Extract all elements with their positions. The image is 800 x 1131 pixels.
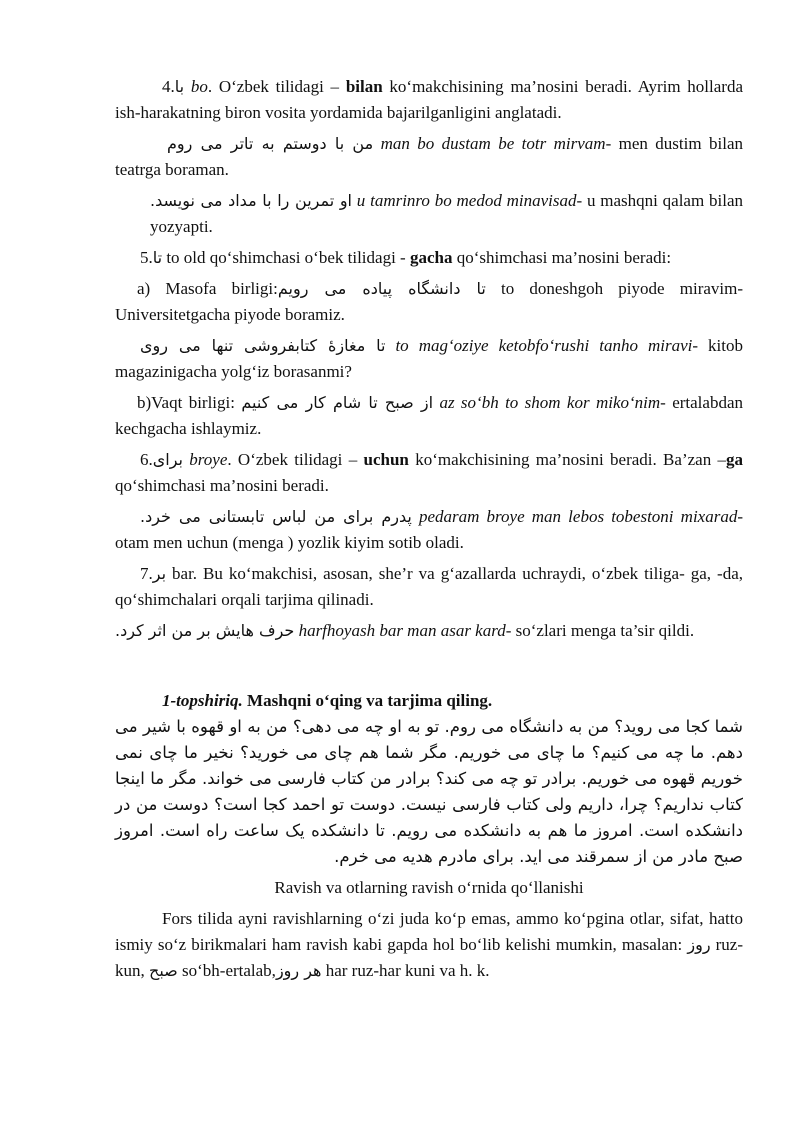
paragraph-5b: [115, 390, 743, 442]
persian-word: صبح: [149, 961, 178, 980]
persian-word: بر: [152, 564, 167, 583]
item-number: 6.: [140, 450, 153, 469]
persian-sentence: من با دوستم به تاتر می روم: [167, 134, 374, 153]
persian-word: برای: [152, 450, 183, 469]
bold-term: uchun: [363, 450, 409, 469]
sub-label: b)Vaqt birligi:: [137, 393, 242, 412]
persian-sentence: تا مغازهٔ کتابفروشی تنها می روی: [140, 336, 386, 355]
persian-sentence: پدرم برای من لباس تابستانی می خرد.: [140, 507, 412, 526]
transliteration: man bo dustam be totr mirvam: [380, 134, 606, 153]
transliteration: pedaram broye man lebos tobestoni mixarad: [418, 507, 738, 526]
example-4a: [115, 131, 743, 183]
transliteration: bo: [190, 77, 208, 96]
text: so‘bh-ertalab,: [177, 961, 276, 980]
paragraph-ravish: [115, 906, 743, 984]
paragraph-5a-example: [115, 333, 743, 385]
paragraph-4: [115, 74, 743, 126]
transliteration: harfhoyash bar man asar kard: [298, 621, 506, 640]
translation: - u mashqni qalam bilan yozyapti.: [150, 191, 743, 236]
text: ruz-kun,: [115, 935, 744, 980]
text: qo‘shimchasi ma’nosini beradi.: [115, 476, 329, 495]
bold-term: gacha: [409, 248, 453, 267]
task-instruction: Mashqni o‘qing va tarjima qiling.: [242, 691, 493, 710]
transliteration: u tamrinro bo medod minavisad: [356, 191, 577, 210]
text: . O‘zbek tilidagi –: [227, 450, 364, 469]
bold-term: ga: [726, 450, 743, 469]
text: qo‘shimchasi ma’nosini beradi:: [452, 248, 672, 267]
paragraph-6: [115, 447, 743, 499]
translation: ertalabdan kechgacha ishlaymiz.: [115, 393, 743, 438]
task-label: 1-topshiriq.: [162, 691, 243, 710]
persian-sentence: او تمرین را با مداد می نویسد.: [150, 191, 352, 210]
translation: kitob magazinigacha yolg‘iz borasanmi?: [115, 336, 743, 381]
persian-sentence: از صبح تا شام کار می کنیم: [241, 393, 434, 412]
transliteration: broye: [189, 450, 228, 469]
translation: - otam men uchun (menga ) yozlik kiyim sotib oladi.: [115, 507, 743, 552]
text: . O‘zbek tilidagi –: [207, 77, 346, 96]
text: Fors tilida ayni ravishlarning o‘zi juda ko‘p emas, ammo ko‘pgina otlar, sifat, hatto ismiy so‘z birikmalari ham ravish kabi gapda hol bo‘lib kelishi mumkin, masalan:: [115, 909, 743, 954]
translation: - so‘zlari menga ta’sir qildi.: [505, 621, 695, 640]
paragraph-7: [115, 561, 743, 613]
persian-exercise-text: شما کجا می روید؟ من به دانشگاه می روم. تو به او چه می دهی؟ من به او قهوه با شیر می دهم. ما چه می کنیم؟ ما چای می خوریم. مگر شما هم چای می خورید؟ نخیر ما چای نمی خوریم قهوه می خوریم. برادر تو چه می کند؟ برادر من کتاب فارسی می خواند. مگر ما اینجا کتاب نداریم؟ چرا، داریم ولی کتاب فارسی نیست. دوست تو احمد کجا است؟ دوست من در دانشکده است. امروز ما هم به دانشکده می رویم. تا دانشکده یک ساعت راه است. امروز صبح مادر من از سمرقند می اید. برای مادرم هدیه می خرم.: [115, 717, 743, 866]
persian-word: هر روز: [275, 961, 322, 980]
text: to old qo‘shimchasi o‘bek tilidagi -: [162, 248, 410, 267]
persian-word: با: [174, 77, 185, 96]
text: bar. Bu ko‘makchisi, asosan, she’r va g‘azallarda uchraydi, o‘zbek tiliga- ga, -da, qo‘shimchalari orqali tarjima qilinadi.: [115, 564, 743, 609]
text: ko‘makchisining ma’nosini beradi. Ayrim hollarda ish-harakatning biron vosita yordamida bajarilganligini anglatadi.: [115, 77, 744, 122]
transliteration: to mag‘oziye ketobfo‘rushi tanho miravi-: [395, 336, 699, 355]
paragraph-5: [115, 245, 743, 271]
task-heading: [115, 688, 743, 714]
sub-label: a) Masofa birligi:: [137, 279, 278, 298]
item-number: 5.: [140, 248, 153, 267]
paragraph-5a: [115, 276, 743, 328]
example-6: [115, 504, 743, 556]
example-4b: [115, 188, 743, 240]
example-7: [115, 618, 743, 644]
item-number: 7.: [140, 564, 153, 583]
item-number: 4.: [162, 77, 175, 96]
persian-word: روز: [687, 935, 711, 954]
section-heading: Ravish va otlarning ravish o‘rnida qo‘llanishi: [274, 878, 584, 897]
translation: to doneshgoh piyode miravim- Universitetgacha piyode boramiz.: [115, 279, 744, 324]
transliteration: az so‘bh to shom kor miko‘nim-: [439, 393, 666, 412]
persian-sentence: حرف هایش بر من اثر کرد.: [115, 621, 295, 640]
translation: - men dustim bilan teatrga boraman.: [115, 134, 743, 179]
text: ko‘makchisining ma’nosini beradi. Ba’zan –: [408, 450, 726, 469]
document-page: [115, 74, 743, 984]
persian-sentence: تا دانشگاه پیاده می رویم: [277, 279, 486, 298]
text: har ruz-har kuni va h. k.: [321, 961, 490, 980]
bold-term: bilan: [345, 77, 383, 96]
persian-word: تا: [152, 248, 163, 267]
